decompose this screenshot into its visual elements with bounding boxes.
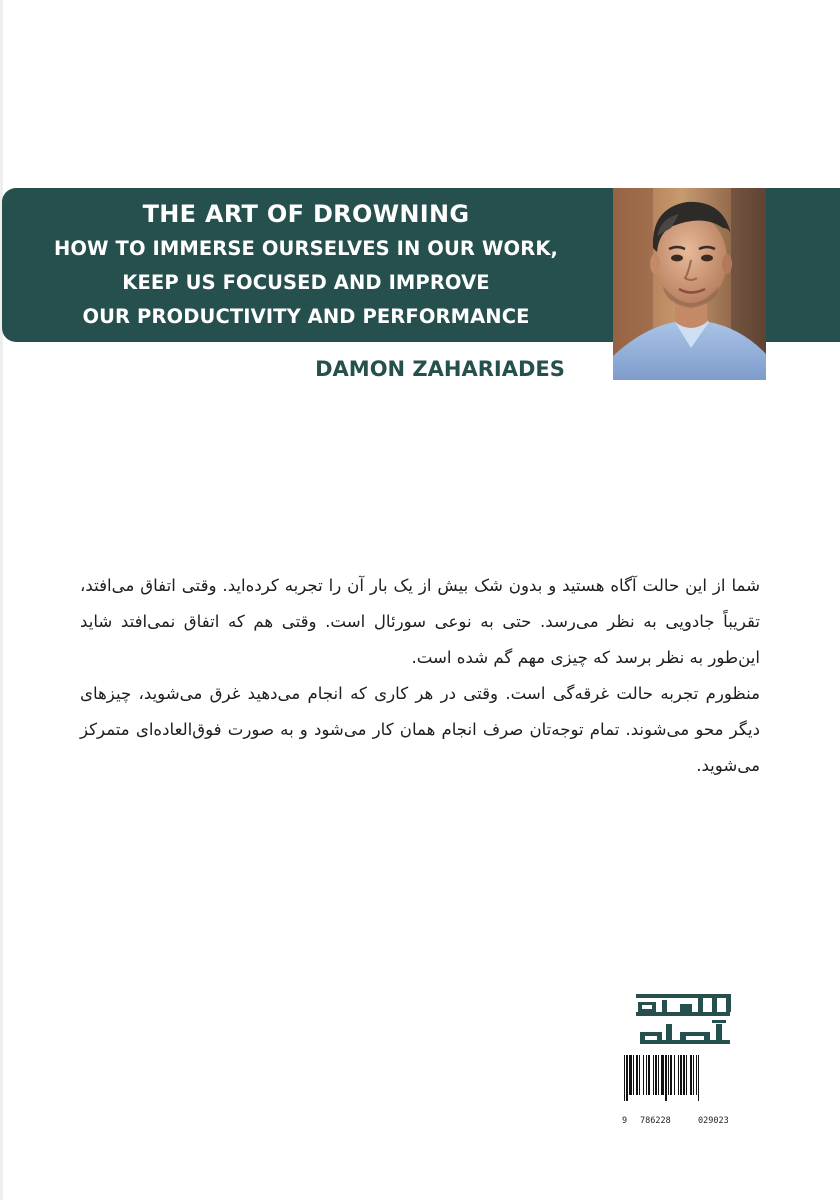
barcode-bar [683, 1055, 685, 1095]
isbn-group-2: 029023 [698, 1116, 729, 1126]
book-title: THE ART OF DROWNING [142, 200, 470, 228]
author-name: DAMON ZAHARIADES [315, 357, 565, 381]
barcode-bar [661, 1055, 664, 1095]
isbn-prefix: 9 [622, 1116, 628, 1126]
barcode-bar [639, 1055, 640, 1095]
publisher-logo-icon [626, 988, 736, 1050]
subtitle-line-2: KEEP US FOCUSED AND IMPROVE [122, 271, 490, 294]
barcode-bar [633, 1055, 634, 1095]
subtitle-line-3: OUR PRODUCTIVITY AND PERFORMANCE [82, 305, 530, 328]
barcode-bar [629, 1055, 632, 1095]
back-cover-blurb [80, 568, 760, 784]
barcode-bar [690, 1055, 692, 1095]
barcode-bar [674, 1055, 675, 1095]
barcode-bar [678, 1055, 679, 1095]
barcode-bar [670, 1055, 672, 1095]
barcode-bar [696, 1055, 697, 1095]
blurb-paragraph-1: شما از این حالت آگاه هستید و بدون شک بیش از یک بار آن را تجربه کرده‌اید. وقتی اتفاق می‌افتد، تقریباً جادویی به نظر می‌رسد. حتی به نوعی سورئال است. وقتی هم که اتفاق نمی‌افتد شاید این‌طور به نظر برسد که چیزی مهم گم شده است. [80, 576, 760, 667]
barcode-bar [643, 1055, 644, 1095]
barcode-bar [655, 1055, 657, 1095]
blurb-paragraph-2: منظورم تجربه حالت غرقه‌گی است. وقتی در هر کاری که انجام می‌دهید غرق می‌شوید، چیزهای دیگر محو می‌شوند. تمام توجه‌تان صرف انجام همان کار می‌شود و به صورت فوق‌العاده‌ای متمرکز می‌شوید. [80, 684, 760, 775]
barcode-bar [698, 1055, 699, 1101]
barcode-bar [648, 1055, 650, 1095]
title-block [2, 196, 610, 334]
barcode-bar [668, 1055, 669, 1095]
author-portrait-icon [613, 188, 766, 380]
barcode-bar [624, 1055, 625, 1101]
barcode-bar [658, 1055, 659, 1095]
barcode [620, 1055, 740, 1101]
barcode-bar [653, 1055, 654, 1095]
barcode-bar [686, 1055, 687, 1095]
barcode-bar [626, 1055, 628, 1101]
subtitle-line-1: HOW TO IMMERSE OURSELVES IN OUR WORK, [53, 237, 559, 260]
barcode-bar [680, 1055, 682, 1095]
barcode-bar [665, 1055, 667, 1101]
barcode-bar [636, 1055, 638, 1095]
barcode-bar [693, 1055, 694, 1095]
barcode-bar [646, 1055, 647, 1095]
spine-edge [0, 0, 3, 1200]
isbn-number [618, 1116, 742, 1156]
isbn-group-1: 786228 [640, 1116, 671, 1126]
